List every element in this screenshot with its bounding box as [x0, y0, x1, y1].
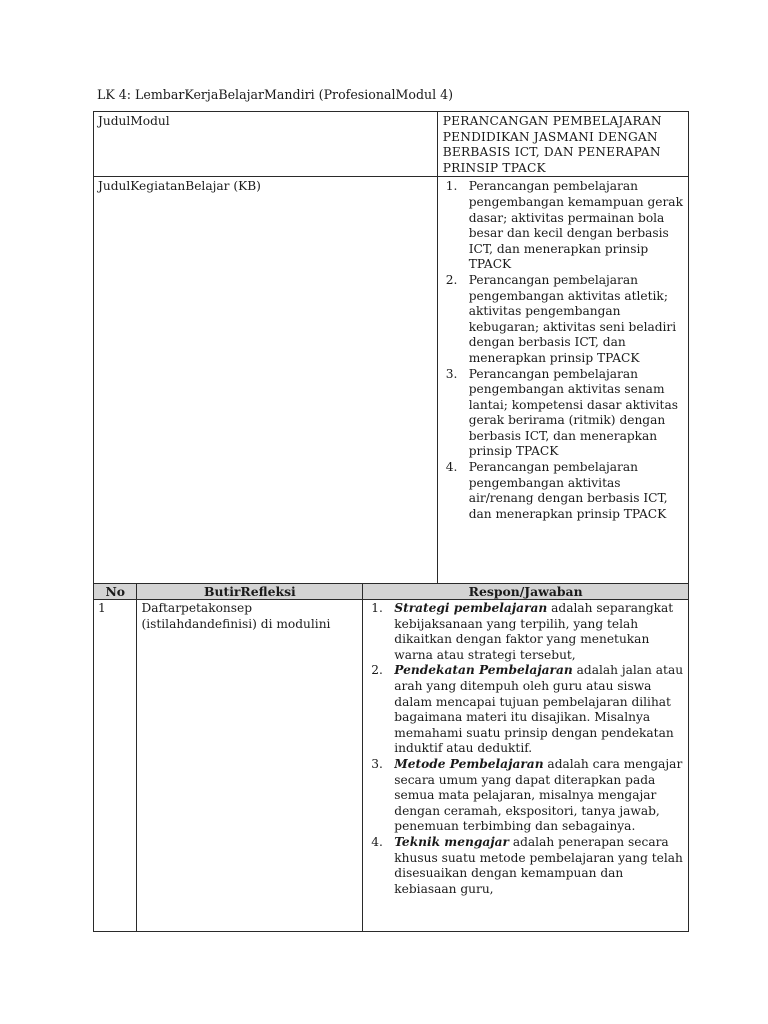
list-number: 2.	[445, 272, 458, 287]
learning-activity-label: JudulKegiatanBelajar (KB)	[94, 177, 438, 584]
term-name: Metode Pembelajaran	[394, 756, 544, 771]
list-number: 2.	[371, 663, 383, 678]
column-header-butir: ButirRefleksi	[137, 584, 363, 600]
term-name: Pendekatan Pembelajaran	[394, 663, 573, 678]
learning-activity-list	[443, 179, 684, 522]
reflection-table	[93, 583, 689, 932]
column-header-respon: Respon/Jawaban	[363, 584, 689, 600]
term-definition: adalah penerapan secara khusus suatu metode pembelajaran yang telah disesuaikan dengan kemampuan dan kebiasaan guru,	[394, 834, 683, 896]
row-number: 1	[94, 600, 137, 932]
table-row	[94, 600, 689, 932]
learning-activity-list-cell	[437, 177, 688, 584]
term-definition: adalah jalan atau arah yang ditempuh oleh guru atau siswa dalam mencapai tujuan pembelajaran dilihat bagaimana materi itu disajikan. Misalnya memahami suatu prinsip dengan pendekatan induktif atau deduktif.	[394, 663, 684, 756]
response-list	[368, 601, 684, 897]
list-number: 3.	[445, 366, 458, 381]
module-title-value: PERANCANGAN PEMBELAJARAN PENDIDIKAN JASMANI DENGAN BERBASIS ICT, DAN PENERAPAN PRINSIP TPACK	[437, 112, 688, 177]
module-title-label: JudulModul	[94, 112, 438, 177]
list-item	[368, 601, 684, 663]
list-item	[443, 460, 684, 522]
table-header-row	[94, 584, 689, 600]
list-item-text: Perancangan pembelajaran pengembangan aktivitas air/renang dengan berbasis ICT, dan menerapkan prinsip TPACK	[468, 460, 668, 521]
term-definition: adalah separangkat kebijaksanaan yang terpilih, yang telah dikaitkan dengan faktor yang menetukan warna atau strategi tersebut,	[394, 601, 674, 662]
list-number: 4.	[445, 460, 458, 475]
response-cell	[363, 600, 689, 932]
table-row	[94, 112, 689, 177]
list-item-text: Perancangan pembelajaran pengembangan aktivitas atletik; aktivitas pengembangan kebugaran; aktivitas seni beladiri dengan berbasis ICT, dan menerapkan prinsip TPACK	[468, 272, 677, 365]
list-number: 4.	[371, 834, 383, 849]
term-name: Teknik mengajar	[394, 834, 509, 849]
list-item	[443, 273, 684, 367]
module-info-table	[93, 111, 689, 584]
list-item	[443, 367, 684, 461]
list-item	[368, 663, 684, 757]
list-item-text: Perancangan pembelajaran pengembangan aktivitas senam lantai; kompetensi dasar aktivitas gerak berirama (ritmik) dengan berbasis ICT, dan menerapkan prinsip TPACK	[468, 366, 678, 459]
table-row	[94, 177, 689, 584]
list-number: 3.	[371, 756, 383, 771]
term-name: Strategi pembelajaran	[394, 601, 548, 615]
page-title: LK 4: LembarKerjaBelajarMandiri (ProfesionalModul 4)	[97, 87, 454, 102]
list-number: 1.	[445, 179, 458, 194]
list-item	[368, 835, 684, 897]
list-item-text: Perancangan pembelajaran pengembangan kemampuan gerak dasar; aktivitas permainan bola besar dan kecil dengan berbasis ICT, dan menerapkan prinsip TPACK	[468, 179, 683, 272]
list-number: 1.	[371, 601, 383, 615]
list-item	[368, 757, 684, 835]
list-item	[443, 179, 684, 273]
reflection-item: Daftarpetakonsep (istilahdandefinisi) di modulini	[137, 600, 363, 932]
column-header-no: No	[94, 584, 137, 600]
term-definition: adalah cara mengajar secara umum yang dapat diterapkan pada semua mata pelajaran, misalnya mengajar dengan ceramah, ekspositori, tanya jawab, penemuan terbimbing dan sebagainya.	[394, 756, 683, 834]
